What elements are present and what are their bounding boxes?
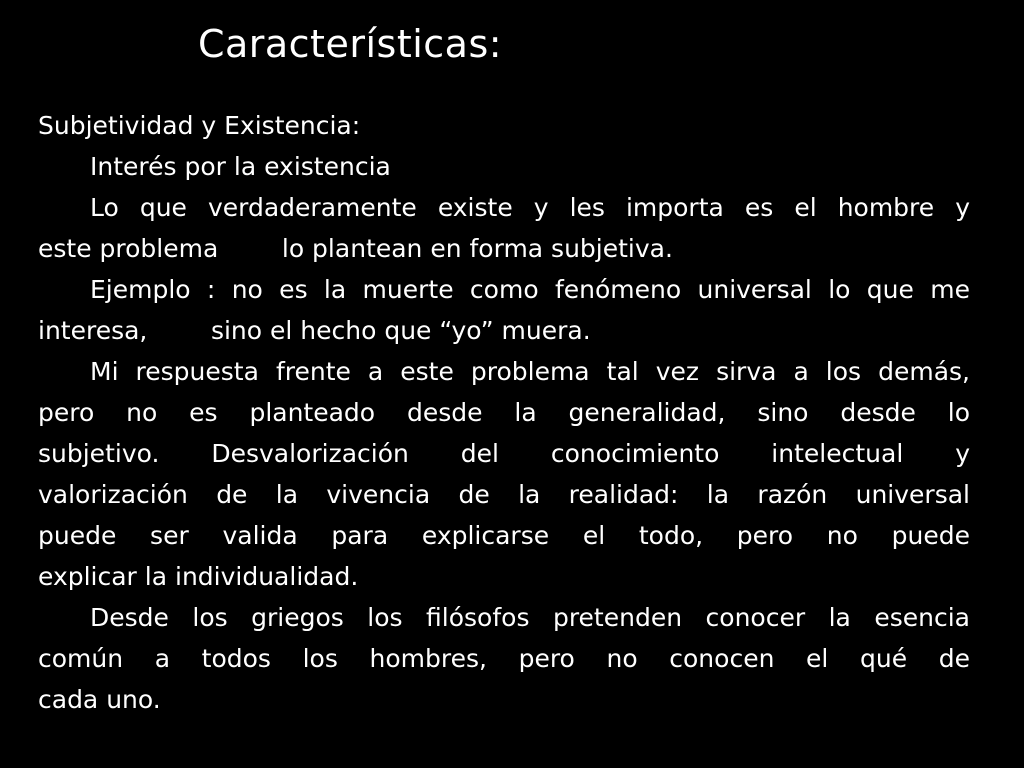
- body-line: cada uno.: [38, 685, 161, 714]
- body-line: subjetivo. Desvalorización del conocimiento intelectual y: [38, 439, 970, 468]
- body-line: Lo que verdaderamente existe y les importa es el hombre y: [90, 193, 970, 222]
- body-line: interesa, sino el hecho que “yo” muera.: [38, 316, 591, 345]
- body-line: pero no es planteado desde la generalidad, sino desde lo: [38, 398, 970, 427]
- body-line: puede ser valida para explicarse el todo, pero no puede: [38, 521, 970, 550]
- subheading: Subjetividad y Existencia:: [38, 111, 361, 140]
- slide-body: [38, 105, 970, 720]
- body-line: Desde los griegos los filósofos pretenden conocer la esencia: [90, 603, 970, 632]
- body-line: Mi respuesta frente a este problema tal vez sirva a los demás,: [90, 357, 970, 386]
- body-line: común a todos los hombres, pero no conocen el qué de: [38, 644, 970, 673]
- slide-title: Características:: [197, 22, 503, 66]
- body-line: Interés por la existencia: [90, 152, 391, 181]
- body-line: valorización de la vivencia de la realidad: la razón universal: [38, 480, 970, 509]
- body-line: explicar la individualidad.: [38, 562, 359, 591]
- body-line: Ejemplo : no es la muerte como fenómeno universal lo que me: [90, 275, 970, 304]
- body-line: este problema lo plantean en forma subjetiva.: [38, 234, 673, 263]
